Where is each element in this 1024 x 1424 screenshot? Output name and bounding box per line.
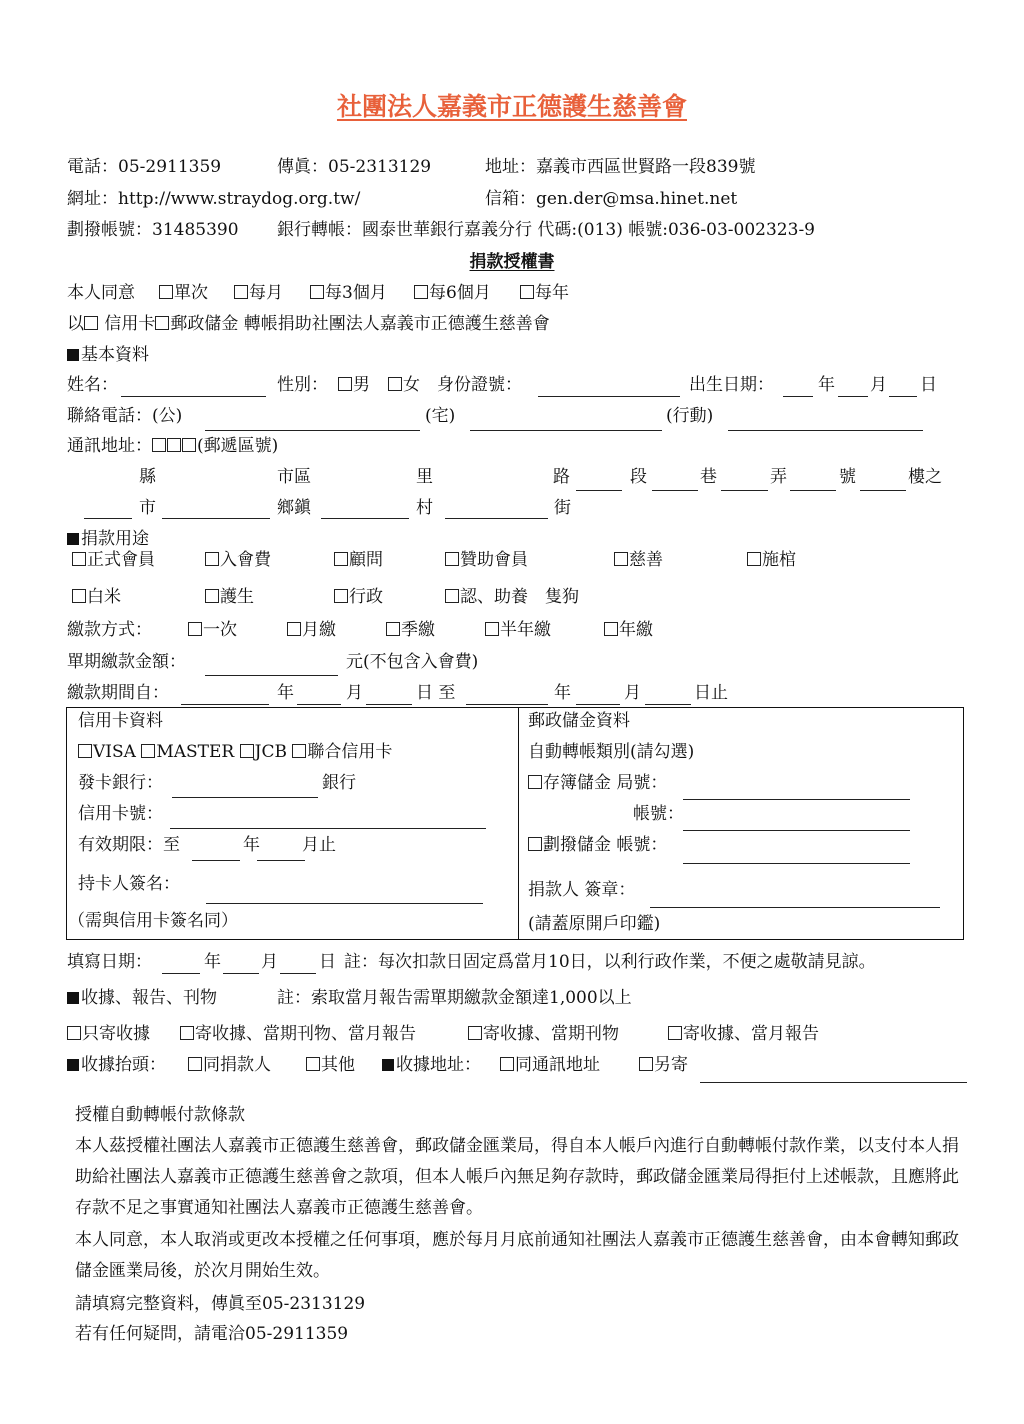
- fill-year-label: 年: [204, 952, 221, 972]
- form-title: 捐款授權書: [469, 252, 555, 272]
- purpose-entry-fee-checkbox[interactable]: 入會費: [205, 549, 271, 571]
- payment-quarterly-checkbox[interactable]: 季繳: [386, 619, 435, 641]
- contact-phone: 電話：05-2911359: [67, 157, 222, 177]
- credit-heading: 信用卡資料: [78, 711, 163, 731]
- checkbox-icon: [338, 377, 352, 391]
- postal-seal-note: (請蓋原開戶印鑑): [528, 914, 661, 934]
- section-field[interactable]: [576, 490, 622, 491]
- purpose-admin-checkbox[interactable]: 行政: [334, 586, 383, 608]
- number-label: 號: [839, 467, 856, 487]
- receipt-addr-other-checkbox[interactable]: 另寄: [639, 1054, 688, 1076]
- master-checkbox-icon[interactable]: [141, 744, 155, 758]
- agree-yearly-checkbox[interactable]: 每年: [520, 282, 569, 304]
- postal-seal-field[interactable]: [650, 907, 940, 908]
- period-start-year-field[interactable]: [181, 704, 269, 705]
- checkbox-icon: [334, 552, 348, 566]
- contact-email: 信箱：gen.der@msa.hinet.net: [485, 189, 738, 209]
- terms-heading: 授權自動轉帳付款條款: [75, 1105, 245, 1125]
- checkbox-icon: [388, 377, 402, 391]
- receipt-addr-field[interactable]: [700, 1082, 967, 1083]
- fill-date-label: 填寫日期：: [67, 952, 152, 972]
- phone-home-field[interactable]: [470, 430, 662, 431]
- basic-heading: 基本資料: [67, 344, 149, 366]
- birth-day-field[interactable]: [889, 396, 917, 397]
- number-field[interactable]: [790, 490, 836, 491]
- address-label-line: 通訊地址： (郵遞區號): [67, 436, 279, 456]
- township-label: 鄉鎭: [277, 498, 311, 518]
- checkbox-icon: [468, 1026, 482, 1040]
- agree-6months-checkbox[interactable]: 每6個月: [414, 282, 491, 304]
- purpose-adopt-checkbox[interactable]: 認、助養 隻狗: [445, 586, 579, 608]
- period-to-label: 日 至: [416, 683, 456, 703]
- postal-checkbox-icon[interactable]: [155, 316, 169, 330]
- receipt-periodical-checkbox[interactable]: 寄收據、當期刊物: [468, 1023, 619, 1045]
- receipt-title-same-checkbox[interactable]: 同捐款人: [188, 1054, 271, 1076]
- agree-monthly-checkbox[interactable]: 每月: [234, 282, 283, 304]
- agree-single-checkbox[interactable]: 單次: [159, 282, 208, 304]
- receipt-title-other-checkbox[interactable]: 其他: [306, 1054, 355, 1076]
- bank-transfer: 銀行轉帳：國泰世華銀行嘉義分行 代碼:(013) 帳號:036-03-002323-9: [277, 220, 815, 240]
- card-holder-signature-field[interactable]: [206, 903, 483, 904]
- contact-website: 網址：http://www.straydog.org.tw/: [67, 189, 361, 209]
- zip-box-icon[interactable]: [167, 438, 181, 452]
- fax-instruction: 請填寫完整資料，傳眞至05-2313129: [75, 1294, 366, 1314]
- county-label: 縣: [139, 467, 156, 487]
- period-year-label: 年: [277, 683, 294, 703]
- square-bullet-icon: [382, 1059, 394, 1071]
- birth-year-field[interactable]: [783, 396, 813, 397]
- postal-heading: 郵政儲金資料: [528, 711, 630, 731]
- checkbox-icon: [310, 285, 324, 299]
- terms-paragraph-1: 本人茲授權社團法人嘉義市正德護生慈善會，郵政儲金匯業局，得自本人帳戶內進行自動轉帳付款作業，以支付本人捐助給社團法人嘉義市正德護生慈善會之款項，但本人帳戶內無足夠存款時，郵政儲金匯業局得拒付上述帳款，且應將此存款不足之事實通知社團法人嘉義市正德護生慈善會。: [75, 1136, 959, 1218]
- checkbox-icon: [604, 622, 618, 636]
- period-end-month-label: 月: [624, 683, 641, 703]
- purpose-rice-checkbox[interactable]: 白米: [72, 586, 121, 608]
- payment-once-checkbox[interactable]: 一次: [188, 619, 237, 641]
- fill-month-field[interactable]: [223, 973, 259, 974]
- checkbox-icon: [67, 1026, 81, 1040]
- receipt-title-label: 收據抬頭：: [67, 1054, 166, 1076]
- purpose-advisor-checkbox[interactable]: 顧問: [334, 549, 383, 571]
- payment-monthly-checkbox[interactable]: 月繳: [287, 619, 336, 641]
- birth-month-label: 月: [870, 375, 887, 395]
- card-bank-suffix: 銀行: [322, 773, 356, 793]
- jcb-checkbox-icon[interactable]: [240, 744, 254, 758]
- road-label: 路: [553, 467, 570, 487]
- amount-unit: 元(不包含入會費): [346, 652, 479, 672]
- period-start-day-field[interactable]: [366, 704, 412, 705]
- phone-mobile-field[interactable]: [728, 430, 923, 431]
- city-label: 市: [139, 498, 156, 518]
- id-label: 身份證號：: [437, 375, 522, 395]
- card-expiry-label: 有效期限：至: [78, 835, 180, 855]
- checkbox-icon: [205, 589, 219, 603]
- postal-account: 劃撥帳號：31485390: [67, 220, 239, 240]
- city-field[interactable]: [84, 518, 132, 519]
- card-types-line: VISA MASTER JCB 聯合信用卡: [78, 741, 392, 763]
- checkbox-icon: [180, 1026, 194, 1040]
- birth-label: 出生日期：: [689, 375, 774, 395]
- checkbox-icon: [528, 775, 542, 789]
- village-field[interactable]: [321, 518, 409, 519]
- village-label: 村: [416, 498, 433, 518]
- card-expiry-month-field[interactable]: [257, 860, 305, 861]
- checkbox-icon: [72, 552, 86, 566]
- postal-account-field[interactable]: [683, 830, 910, 831]
- square-bullet-icon: [67, 1059, 79, 1071]
- checkbox-icon: [668, 1026, 682, 1040]
- payment-half-year-checkbox[interactable]: 半年繳: [485, 619, 551, 641]
- contact-address: 地址：嘉義市西區世賢路一段839號: [485, 157, 756, 177]
- section-label: 段: [630, 467, 647, 487]
- birth-day-label: 日: [920, 375, 937, 395]
- amount-field[interactable]: [205, 675, 338, 676]
- checkbox-icon: [500, 1057, 514, 1071]
- checkbox-icon: [445, 552, 459, 566]
- union-checkbox-icon[interactable]: [292, 744, 306, 758]
- township-field[interactable]: [162, 518, 270, 519]
- lane-field[interactable]: [652, 490, 698, 491]
- receipt-heading: 收據、報告、刊物: [67, 987, 217, 1009]
- card-expiry-year-field[interactable]: [192, 860, 240, 861]
- purpose-sponsor-checkbox[interactable]: 贊助會員: [445, 549, 528, 571]
- fill-day-field[interactable]: [280, 973, 316, 974]
- alley-label: 弄: [770, 467, 787, 487]
- checkbox-icon: [614, 552, 628, 566]
- checkbox-icon: [334, 589, 348, 603]
- purpose-charity-checkbox[interactable]: 慈善: [614, 549, 663, 571]
- postal-transfer-field[interactable]: [683, 863, 910, 864]
- fill-year-field[interactable]: [162, 973, 200, 974]
- phone-home-label: (宅): [425, 406, 456, 426]
- postal-office-field[interactable]: [683, 799, 910, 800]
- name-label: 姓名：: [67, 375, 118, 395]
- purpose-coffin-checkbox[interactable]: 施棺: [747, 549, 796, 571]
- zip-box-icon[interactable]: [182, 438, 196, 452]
- checkbox-icon: [639, 1057, 653, 1071]
- checkbox-icon: [234, 285, 248, 299]
- card-bank-label: 發卡銀行：: [78, 773, 163, 793]
- agree-prefix: 本人同意: [67, 283, 135, 303]
- period-end-month-field[interactable]: [576, 704, 620, 705]
- checkbox-icon: [747, 552, 761, 566]
- payment-yearly-checkbox[interactable]: 年繳: [604, 619, 653, 641]
- checkbox-icon: [188, 622, 202, 636]
- postal-transfer-checkbox[interactable]: 劃撥儲金 帳號：: [528, 834, 667, 856]
- square-bullet-icon: [67, 992, 79, 1004]
- square-bullet-icon: [67, 533, 79, 545]
- postal-type-label: 自動轉帳類別(請勾選): [528, 742, 695, 762]
- id-field[interactable]: [538, 396, 680, 397]
- checkbox-icon: [72, 589, 86, 603]
- checkbox-icon: [205, 552, 219, 566]
- checkbox-icon: [287, 622, 301, 636]
- gender-label: 性別：: [277, 375, 328, 395]
- checkbox-icon: [159, 285, 173, 299]
- card-number-field[interactable]: [170, 828, 486, 829]
- district-label: 市區: [277, 467, 311, 487]
- checkbox-icon: [528, 837, 542, 851]
- postal-seal-label: 捐款人 簽章：: [528, 880, 636, 900]
- checkbox-icon: [414, 285, 428, 299]
- period-end-label: 日止: [694, 683, 728, 703]
- postal-savings-checkbox[interactable]: 存簿儲金 局號：: [528, 772, 667, 794]
- card-expiry-month-label: 月止: [302, 835, 336, 855]
- receipt-only-checkbox[interactable]: 只寄收據: [67, 1023, 150, 1045]
- box-divider: [518, 707, 519, 940]
- purpose-protect-checkbox[interactable]: 護生: [205, 586, 254, 608]
- page-title: 社團法人嘉義市正德護生慈善會: [336, 92, 687, 121]
- phone-work-field[interactable]: [205, 430, 420, 431]
- fill-month-label: 月: [261, 952, 278, 972]
- period-end-day-field[interactable]: [645, 704, 691, 705]
- period-start-month-field[interactable]: [297, 704, 341, 705]
- alley-field[interactable]: [721, 490, 768, 491]
- name-field[interactable]: [121, 396, 266, 397]
- phone-work-label: 聯絡電話：(公): [67, 406, 183, 426]
- checkbox-icon: [386, 622, 400, 636]
- lane-label: 巷: [700, 467, 717, 487]
- street-field[interactable]: [445, 518, 548, 519]
- method-line: 以 信用卡 郵政儲金 轉帳捐助社團法人嘉義市正德護生慈善會: [67, 314, 550, 334]
- floor-field[interactable]: [860, 490, 906, 491]
- purpose-heading: 捐款用途: [67, 528, 149, 550]
- gender-male-checkbox[interactable]: 男: [338, 374, 370, 396]
- birth-year-label: 年: [818, 375, 835, 395]
- card-holder-note: （需與信用卡簽名同）: [68, 911, 238, 931]
- period-end-year-field[interactable]: [466, 704, 548, 705]
- purpose-member-checkbox[interactable]: 正式會員: [72, 549, 155, 571]
- postal-account-label: 帳號：: [633, 804, 684, 824]
- card-number-label: 信用卡號：: [78, 804, 163, 824]
- card-bank-field[interactable]: [172, 797, 318, 798]
- card-expiry-year-label: 年: [243, 835, 260, 855]
- receipt-report-checkbox[interactable]: 寄收據、當月報告: [668, 1023, 819, 1045]
- li-label: 里: [416, 467, 433, 487]
- credit-checkbox-icon[interactable]: [84, 316, 98, 330]
- birth-month-field[interactable]: [838, 396, 868, 397]
- square-bullet-icon: [67, 349, 79, 361]
- receipt-addr-same-checkbox[interactable]: 同通訊地址: [500, 1054, 600, 1076]
- phone-mobile-label: (行動): [666, 406, 714, 426]
- period-end-year-label: 年: [554, 683, 571, 703]
- floor-label: 樓之: [908, 467, 942, 487]
- visa-checkbox-icon[interactable]: [78, 744, 92, 758]
- payment-label: 繳款方式：: [67, 620, 152, 640]
- fill-day-label: 日: [319, 952, 336, 972]
- checkbox-icon: [306, 1057, 320, 1071]
- gender-female-checkbox[interactable]: 女: [388, 374, 420, 396]
- receipt-addr-label: 收據地址：: [382, 1054, 481, 1076]
- receipt-note: 註：索取當月報告需單期繳款金額達1,000以上: [277, 988, 632, 1008]
- period-label: 繳款期間自：: [67, 683, 169, 703]
- checkbox-icon: [188, 1057, 202, 1071]
- contact-fax: 傳眞：05-2313129: [277, 157, 432, 177]
- amount-label: 單期繳款金額：: [67, 652, 186, 672]
- agree-3months-checkbox[interactable]: 每3個月: [310, 282, 387, 304]
- street-label: 街: [554, 498, 571, 518]
- contact-instruction: 若有任何疑問，請電洽05-2911359: [75, 1324, 349, 1344]
- checkbox-icon: [485, 622, 499, 636]
- period-month-label: 月: [346, 683, 363, 703]
- card-holder-label: 持卡人簽名：: [78, 874, 180, 894]
- receipt-full-checkbox[interactable]: 寄收據、當期刊物、當月報告: [180, 1023, 416, 1045]
- checkbox-icon: [445, 589, 459, 603]
- terms-paragraph-2: 本人同意，本人取消或更改本授權之任何事項，應於每月月底前通知社團法人嘉義市正德護生慈善會，由本會轉知郵政儲金匯業局後，於次月開始生效。: [75, 1230, 959, 1281]
- checkbox-icon: [520, 285, 534, 299]
- fill-note: 註：每次扣款日固定爲當月10日，以利行政作業，不便之處敬請見諒。: [344, 952, 876, 972]
- zip-box-icon[interactable]: [152, 438, 166, 452]
